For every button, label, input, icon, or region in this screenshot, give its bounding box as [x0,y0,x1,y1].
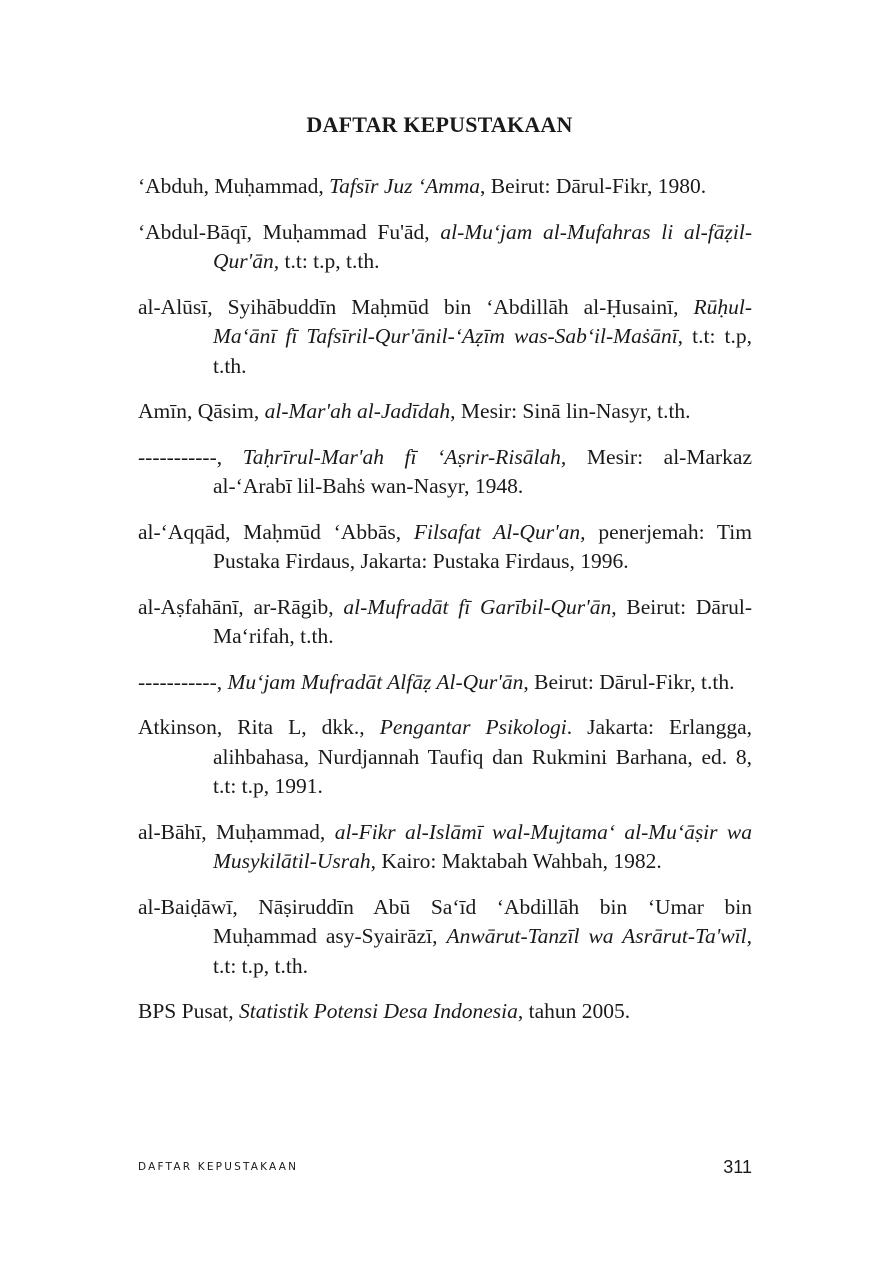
entry-publication: , tahun 2005. [517,999,631,1023]
entry-author: al-Alūsī, Syihābuddīn Maḥmūd bin ‘Abdillāh al-Ḥusainī, [138,294,694,319]
entry-publication: t.t: t.p, t.th. [213,953,308,978]
entry-publication: Beirut: Dārul-Ma‘rifah, t.th. [213,594,752,648]
entry-title: Taḥrīrul-Mar'ah fī ‘Aṣrir-Risālah, [242,444,567,469]
entry-author: al-‘Aqqād, Maḥmūd ‘Abbās, [138,519,414,544]
entry-author: BPS Pusat, [138,999,239,1023]
entry-publication: , Beirut: Dārul-Fikr, t.th. [523,669,735,694]
entry-publication: , Beirut: Dārul-Fikr, 1980. [480,174,707,198]
entry-publication: . Jakarta: Erlangga, alihbahasa, Nurdjannah Taufiq dan Rukmini Barhana, ed. 8, t.t: t.p, 1991. [213,715,752,798]
bibliography-list [138,172,752,1043]
entry-title: al-Fikr al-Islāmī wal-Mujtama‘ al-Mu‘āṣir wa Musykilātil-Usrah [213,819,752,873]
bibliography-entry [138,218,752,277]
entry-publication: penerjemah: Tim Pustaka Firdaus, Jakarta: Pustaka Firdaus, 1996. [213,519,753,573]
page-number: 311 [723,1157,752,1177]
entry-title: Statistik Potensi Desa Indonesia [238,999,518,1023]
bibliography-entry [138,593,752,652]
entry-author: al-Aṣfahānī, ar-Rāgib, [138,594,344,619]
bibliography-entry [138,997,752,1027]
entry-title: Pengantar Psikologi [379,715,567,739]
entry-publication: Mesir: al-Markaz al-‘Arabī lil-Bahṡ wan-Nasyr, 1948. [213,444,752,498]
bibliography-entry [138,172,752,202]
bibliography-entry [138,518,752,577]
bibliography-entry [138,443,752,502]
entry-title: al-Mu‘jam al-Mufahras li al-fāẓil-Qur'ān, [213,219,752,273]
entry-author: Amīn, Qāsim, [138,399,265,423]
entry-title: Rūḥul-Ma‘ānī fī Tafsīril-Qur'ānil-‘Aẓīm was-Sab‘il-Maṡānī [213,294,752,348]
entry-author: al-Bāhī, Muḥammad, [138,819,335,844]
entry-author: -----------, [138,444,243,469]
footer-running-title: DAFTAR KEPUSTAKAAN [138,1161,299,1173]
bibliography-entry [138,818,752,877]
entry-publication: , t.t: t.p, t.th. [213,324,752,378]
entry-author: al-Baiḍāwī, Nāṣiruddīn Abū Sa‘īd ‘Abdillāh bin ‘Umar bin Muḥammad asy-Syairāzī, [138,894,752,948]
bibliography-entry [138,293,752,382]
entry-title: Filsafat Al-Qur'an, [413,519,586,544]
entry-author: Atkinson, Rita L, dkk., [138,715,380,739]
entry-title: al-Mar'ah al-Jadīdah [264,399,451,423]
entry-author: ‘Abdul-Bāqī, Muḥammad Fu'ād, [138,219,441,244]
page-title: DAFTAR KEPUSTAKAAN [306,112,573,137]
entry-author: ‘Abduh, Muḥammad, [138,174,330,198]
entry-publication: , Kairo: Maktabah Wahbah, 1982. [370,849,662,873]
entry-publication: t.t: t.p, t.th. [279,249,380,273]
entry-title: Tafsīr Juz ‘Amma [329,174,481,198]
entry-title: Mu‘jam Mufradāt Alfāẓ Al-Qur'ān [227,669,524,694]
bibliography-entry [138,397,752,427]
entry-publication: , Mesir: Sinā lin-Nasyr, t.th. [450,399,691,423]
entry-author: -----------, [138,669,228,694]
entry-title: Anwārut-Tanzīl wa Asrārut-Ta'wīl, [446,924,752,948]
bibliography-entry [138,893,752,982]
bibliography-entry [138,713,752,802]
entry-title: al-Mufradāt fī Garībil-Qur'ān, [343,594,617,619]
bibliography-entry [138,668,752,698]
